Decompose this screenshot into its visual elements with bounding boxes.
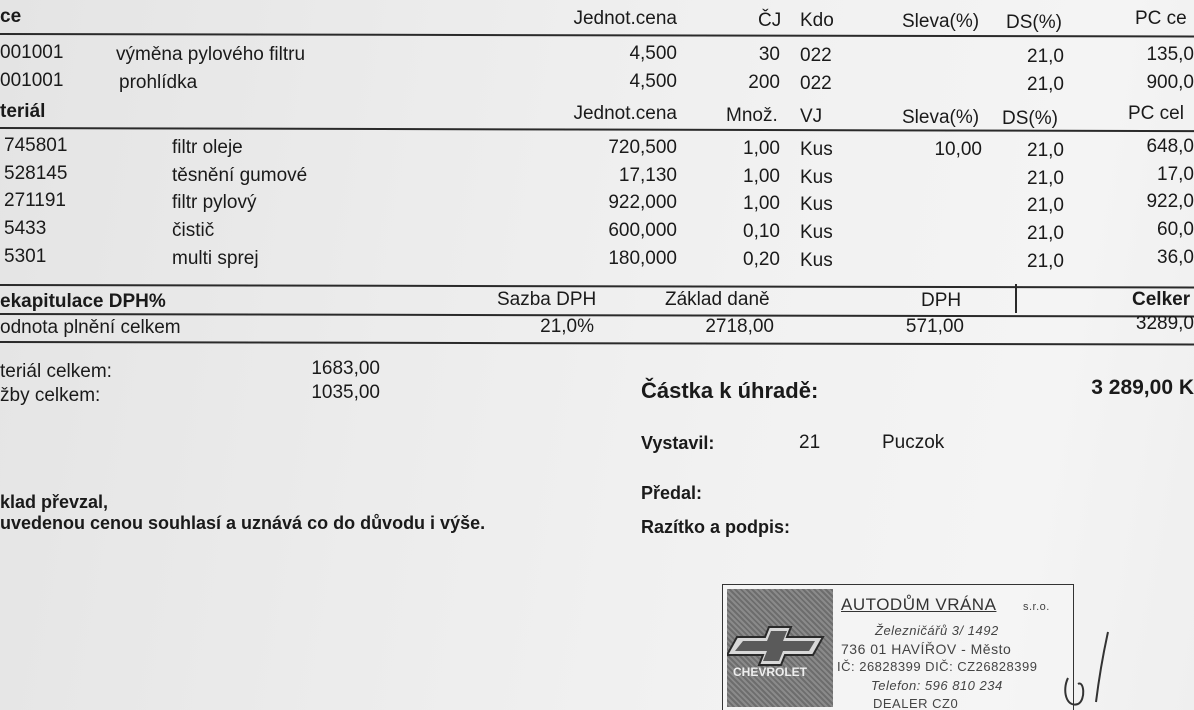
services-header-vat: DS(%) — [1006, 12, 1062, 33]
material-qty: 1,00 — [743, 166, 780, 187]
material-vat: 21,0 — [1027, 223, 1064, 244]
material-qty: 1,00 — [743, 193, 780, 214]
vat-summary-title: ekapitulace DPH% — [0, 291, 166, 312]
material-vat: 21,0 — [1027, 140, 1064, 161]
vat-vat-value: 571,00 — [905, 316, 964, 337]
materials-section-label: teriál — [0, 101, 46, 122]
stamp-city: 736 01 HAVÍŘOV - Město — [841, 641, 1012, 657]
material-unit-price: 720,500 — [608, 137, 677, 158]
stamp-ids: IČ: 26828399 DIČ: CZ26828399 — [837, 659, 1038, 674]
material-total: 60,0 — [1157, 219, 1194, 240]
material-unit-price: 180,000 — [608, 248, 677, 269]
material-total-value: 1683,00 — [311, 358, 380, 379]
services-total-value: 1035,00 — [311, 382, 380, 403]
vat-header-total: Celker — [1132, 289, 1191, 310]
material-code: 745801 — [4, 135, 68, 156]
material-vj: Kus — [800, 194, 833, 215]
chevrolet-logo — [727, 589, 833, 707]
material-name: multi sprej — [172, 248, 259, 269]
materials-header-qty: Množ. — [726, 105, 778, 126]
materials-header-total: PC cel — [1128, 103, 1184, 124]
material-unit-price: 922,000 — [608, 192, 677, 213]
stamp-company-name: AUTODŮM VRÁNA — [841, 595, 997, 614]
stamp-signature-label: Razítko a podpis: — [641, 517, 791, 537]
service-kdo: 022 — [800, 73, 832, 94]
services-header-unit-price: Jednot.cena — [573, 8, 677, 29]
service-code: 001001 — [0, 70, 64, 91]
material-qty: 1,00 — [743, 138, 780, 159]
issued-by-id: 21 — [799, 432, 821, 453]
amount-due-value: 3 289,00 K — [1091, 376, 1194, 399]
vat-summary-bottom-rule — [0, 341, 1194, 345]
material-total: 922,0 — [1146, 191, 1194, 212]
material-name: filtr pylový — [172, 192, 257, 213]
acceptance-line-2: uvedenou cenou souhlasí a uznává co do důvodu i výše. — [0, 513, 486, 533]
handwritten-signature — [1060, 620, 1120, 710]
service-cj: 30 — [758, 44, 780, 65]
service-cj: 200 — [748, 72, 780, 93]
materials-header-vat: DS(%) — [1002, 108, 1058, 129]
vat-header-vat: DPH — [921, 290, 962, 311]
stamp-phone: Telefon: 596 810 234 — [871, 678, 1003, 693]
material-vj: Kus — [800, 167, 833, 188]
material-code: 5433 — [4, 218, 47, 239]
service-total: 900,0 — [1146, 72, 1194, 93]
material-total: 17,0 — [1157, 164, 1194, 185]
material-unit-price: 17,130 — [618, 165, 677, 186]
stamp-street: Železničářů 3/ 1492 — [875, 623, 999, 638]
acceptance-line-1: klad převzal, — [0, 492, 109, 512]
material-qty: 0,10 — [743, 221, 780, 242]
material-vj: Kus — [800, 222, 833, 243]
vat-header-rate: Sazba DPH — [497, 289, 597, 310]
service-name: výměna pylového filtru — [116, 44, 306, 65]
material-name: filtr oleje — [172, 137, 243, 158]
vat-summary-divider — [1015, 284, 1017, 313]
services-total-label: žby celkem: — [0, 385, 101, 406]
stamp-company-suffix: s.r.o. — [1023, 601, 1050, 613]
services-header-kdo: Kdo — [800, 10, 834, 31]
vat-header-base: Základ daně — [665, 289, 770, 310]
service-unit-price: 4,500 — [629, 71, 677, 92]
services-header-cj: ČJ — [758, 10, 782, 31]
material-qty: 0,20 — [743, 249, 780, 270]
material-vat: 21,0 — [1027, 168, 1064, 189]
stamp-dealer: DEALER CZ0 — [873, 696, 959, 710]
service-code: 001001 — [0, 42, 64, 63]
service-unit-price: 4,500 — [629, 43, 677, 64]
chevrolet-bowtie-icon — [727, 589, 833, 707]
service-kdo: 022 — [800, 45, 832, 66]
material-discount: 10,00 — [934, 139, 982, 160]
issued-by-label: Vystavil: — [641, 433, 715, 453]
material-name: čistič — [172, 220, 215, 241]
material-total-label: teriál celkem: — [0, 361, 112, 382]
services-header-discount: Sleva(%) — [902, 11, 980, 32]
material-code: 271191 — [4, 190, 66, 211]
vat-base-value: 2718,00 — [705, 316, 774, 337]
material-vat: 21,0 — [1027, 251, 1064, 272]
material-code: 528145 — [4, 163, 68, 184]
material-vj: Kus — [800, 139, 833, 160]
material-name: těsnění gumové — [172, 165, 308, 186]
material-code: 5301 — [4, 246, 47, 267]
vat-row-label: odnota plnění celkem — [0, 317, 181, 338]
services-section-label: ce — [0, 6, 22, 27]
material-total: 36,0 — [1157, 247, 1194, 268]
issued-by-name: Puczok — [882, 432, 945, 453]
service-vat: 21,0 — [1027, 46, 1064, 67]
handed-label: Předal: — [641, 483, 703, 503]
materials-header-unit-price: Jednot.cena — [573, 103, 677, 124]
services-header-total: PC ce — [1135, 8, 1187, 29]
stamp-logo-text: CHEVROLET — [733, 665, 808, 679]
vat-total-value: 3289,0 — [1135, 313, 1194, 334]
service-total: 135,0 — [1146, 44, 1194, 65]
material-vj: Kus — [800, 250, 833, 271]
materials-header-discount: Sleva(%) — [902, 107, 980, 128]
service-vat: 21,0 — [1027, 74, 1064, 95]
amount-due-label: Částka k úhradě: — [641, 378, 819, 403]
service-name: prohlídka — [119, 72, 198, 93]
material-total: 648,0 — [1146, 136, 1194, 157]
company-stamp — [722, 584, 1074, 710]
material-vat: 21,0 — [1027, 195, 1064, 216]
material-unit-price: 600,000 — [608, 220, 677, 241]
materials-header-vj: VJ — [800, 106, 823, 127]
vat-rate-value: 21,0% — [540, 316, 594, 337]
